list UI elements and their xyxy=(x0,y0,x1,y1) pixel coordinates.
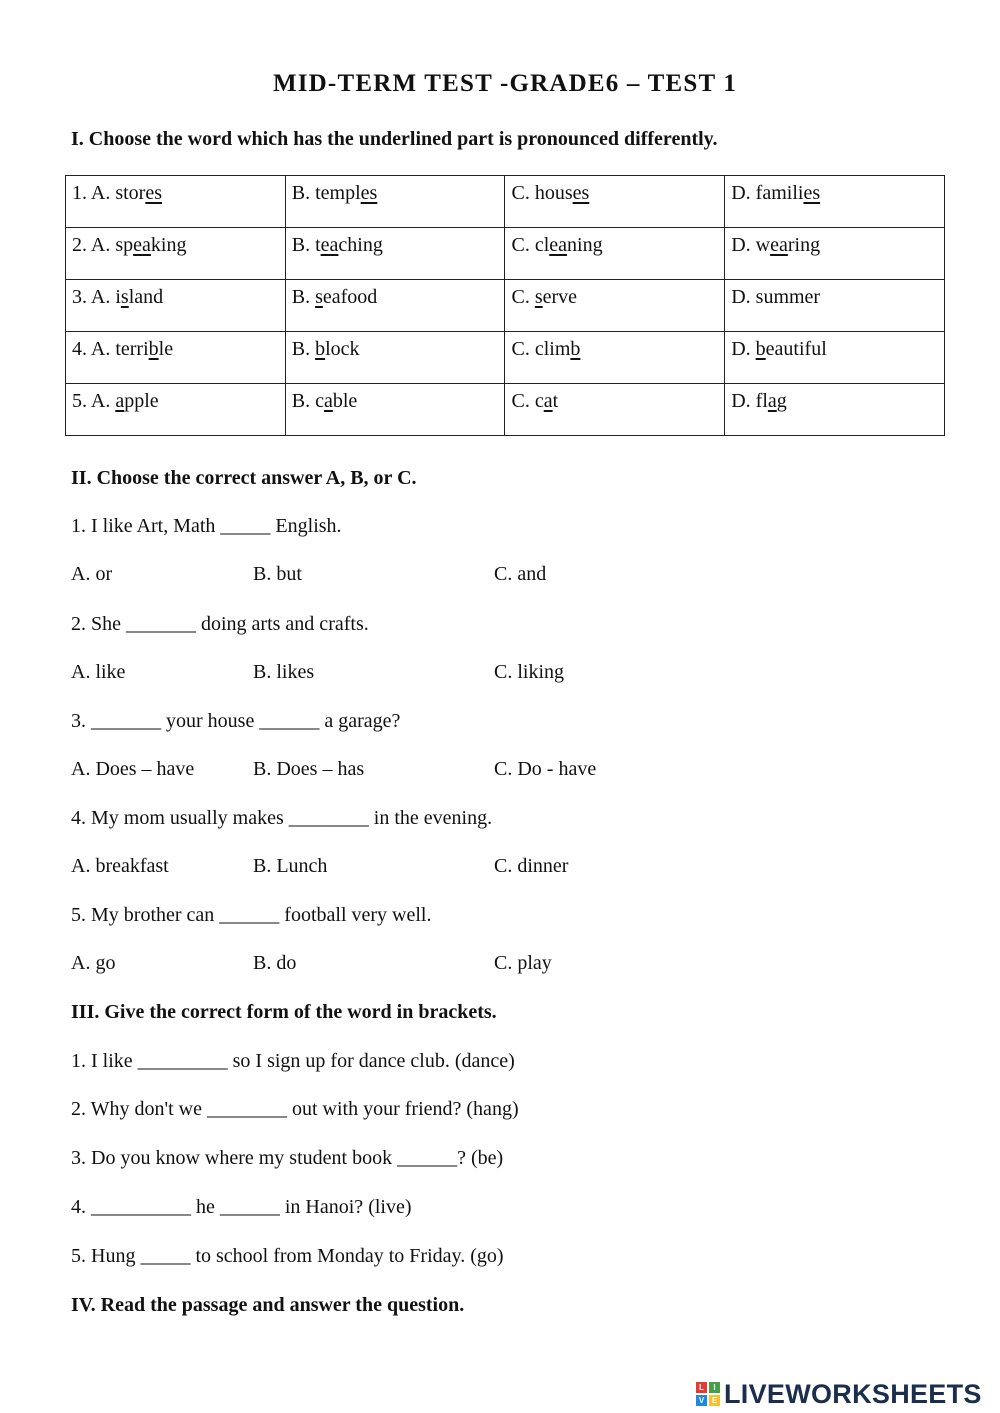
underlined-part: s xyxy=(120,286,129,308)
table-cell xyxy=(505,228,725,280)
table-cell xyxy=(505,332,725,384)
answer-option-b: B. Lunch xyxy=(253,855,328,877)
table-cell xyxy=(66,280,286,332)
table-cell xyxy=(66,332,286,384)
table-cell xyxy=(285,176,505,228)
word-part: D. fl xyxy=(731,390,768,412)
word-part: land xyxy=(128,286,164,308)
table-row xyxy=(66,280,945,332)
word-part: B. t xyxy=(291,234,321,256)
word-part: D. w xyxy=(731,234,771,256)
brand-name: LIVEWORKSHEETS xyxy=(724,1378,982,1409)
underlined-part: es xyxy=(145,182,163,204)
word-form-item: 5. Hung _____ to school from Monday to Friday. (go) xyxy=(71,1245,504,1267)
word-part: D. famili xyxy=(731,182,804,204)
table-cell xyxy=(505,384,725,436)
answer-option-c: C. Do - have xyxy=(494,758,597,780)
table-row xyxy=(66,332,945,384)
underlined-part: s xyxy=(315,286,323,308)
question-text: 2. She _______ doing arts and crafts. xyxy=(71,613,369,635)
answer-option-a: A. go xyxy=(71,952,116,974)
section1-heading: I. Choose the word which has the underlined part is pronounced differently. xyxy=(71,128,718,150)
word-form-item: 4. __________ he ______ in Hanoi? (live) xyxy=(71,1196,412,1218)
word-part: le xyxy=(158,338,174,360)
word-part: eautiful xyxy=(765,338,827,360)
answer-option-c: C. and xyxy=(494,563,547,585)
underlined-part: b xyxy=(148,338,159,360)
word-form-item: 1. I like _________ so I sign up for dance club. (dance) xyxy=(71,1050,515,1072)
word-part: C. hous xyxy=(511,182,573,204)
underlined-part: a xyxy=(767,390,777,412)
word-part: lock xyxy=(325,338,360,360)
word-part: 1. A. stor xyxy=(72,182,146,204)
word-part: C. xyxy=(511,286,535,308)
table-row xyxy=(66,384,945,436)
table-cell xyxy=(725,332,945,384)
underlined-part: ea xyxy=(320,234,339,256)
logo-letter: V xyxy=(696,1395,707,1406)
word-part: B. xyxy=(291,338,316,360)
answer-option-a: A. or xyxy=(71,563,113,585)
question-text: 5. My brother can ______ football very well. xyxy=(71,904,432,926)
table-cell xyxy=(725,280,945,332)
word-part: B. xyxy=(291,286,316,308)
word-part: king xyxy=(150,234,187,256)
word-part: C. clim xyxy=(511,338,571,360)
word-part: 3. A. i xyxy=(72,286,121,308)
word-part: B. templ xyxy=(291,182,361,204)
word-part: eafood xyxy=(322,286,378,308)
word-part: 5. A. xyxy=(72,390,116,412)
word-part: ble xyxy=(332,390,358,412)
answer-option-b: B. do xyxy=(253,952,297,974)
table-cell xyxy=(505,280,725,332)
word-part: C. cl xyxy=(511,234,550,256)
underlined-part: a xyxy=(115,390,125,412)
page-title: MID-TERM TEST -GRADE6 – TEST 1 xyxy=(272,70,738,97)
question-text: 1. I like Art, Math _____ English. xyxy=(71,515,342,537)
table-cell xyxy=(725,228,945,280)
word-part: ning xyxy=(567,234,603,256)
underlined-part: ea xyxy=(549,234,568,256)
table-cell xyxy=(66,228,286,280)
word-part: ring xyxy=(787,234,821,256)
answer-option-a: A. like xyxy=(71,661,126,683)
logo-mark-icon xyxy=(696,1382,720,1406)
word-part: t xyxy=(552,390,559,412)
underlined-part: b xyxy=(570,338,581,360)
word-form-item: 3. Do you know where my student book ______? (be) xyxy=(71,1147,504,1169)
underlined-part: es xyxy=(360,182,378,204)
question-text: 3. _______ your house ______ a garage? xyxy=(71,710,401,732)
word-form-item: 2. Why don't we ________ out with your friend? (hang) xyxy=(71,1098,519,1120)
word-part: pple xyxy=(124,390,159,412)
question-text: 4. My mom usually makes ________ in the evening. xyxy=(71,807,493,829)
underlined-part: b xyxy=(315,338,326,360)
logo-letter: I xyxy=(709,1382,720,1393)
table-cell xyxy=(66,176,286,228)
answer-option-a: A. breakfast xyxy=(71,855,169,877)
table-cell xyxy=(725,384,945,436)
table-cell xyxy=(66,384,286,436)
section3-heading: III. Give the correct form of the word in brackets. xyxy=(71,1001,497,1023)
word-part: 4. A. terri xyxy=(72,338,149,360)
answer-option-b: B. but xyxy=(253,563,302,585)
underlined-part: a xyxy=(543,390,553,412)
underlined-part: es xyxy=(803,182,821,204)
word-part: 2. A. sp xyxy=(72,234,134,256)
answer-option-b: B. Does – has xyxy=(253,758,365,780)
logo-letter: E xyxy=(709,1395,720,1406)
word-part: g xyxy=(776,390,787,412)
word-part: erve xyxy=(542,286,578,308)
word-part: B. c xyxy=(291,390,324,412)
answer-option-c: C. liking xyxy=(494,661,565,683)
word-part: C. c xyxy=(511,390,544,412)
section4-heading: IV. Read the passage and answer the question. xyxy=(71,1294,465,1316)
table-row xyxy=(66,228,945,280)
word-part: D. summer xyxy=(731,286,821,308)
underlined-part: es xyxy=(572,182,590,204)
underlined-part: ea xyxy=(133,234,151,256)
word-part: ching xyxy=(338,234,383,256)
table-cell xyxy=(285,280,505,332)
underlined-part: b xyxy=(755,338,766,360)
answer-option-c: C. dinner xyxy=(494,855,569,877)
answer-option-c: C. play xyxy=(494,952,552,974)
liveworksheets-logo xyxy=(696,1378,982,1410)
answer-option-b: B. likes xyxy=(253,661,315,683)
table-cell xyxy=(285,384,505,436)
table-cell xyxy=(505,176,725,228)
word-part: D. xyxy=(731,338,756,360)
pronunciation-table xyxy=(65,175,945,436)
underlined-part: a xyxy=(323,390,333,412)
logo-letter: L xyxy=(696,1382,707,1393)
table-cell xyxy=(285,228,505,280)
underlined-part: ea xyxy=(770,234,788,256)
table-cell xyxy=(285,332,505,384)
section2-heading: II. Choose the correct answer A, B, or C. xyxy=(71,467,417,489)
answer-option-a: A. Does – have xyxy=(71,758,195,780)
table-cell xyxy=(725,176,945,228)
table-row xyxy=(66,176,945,228)
underlined-part: s xyxy=(534,286,543,308)
